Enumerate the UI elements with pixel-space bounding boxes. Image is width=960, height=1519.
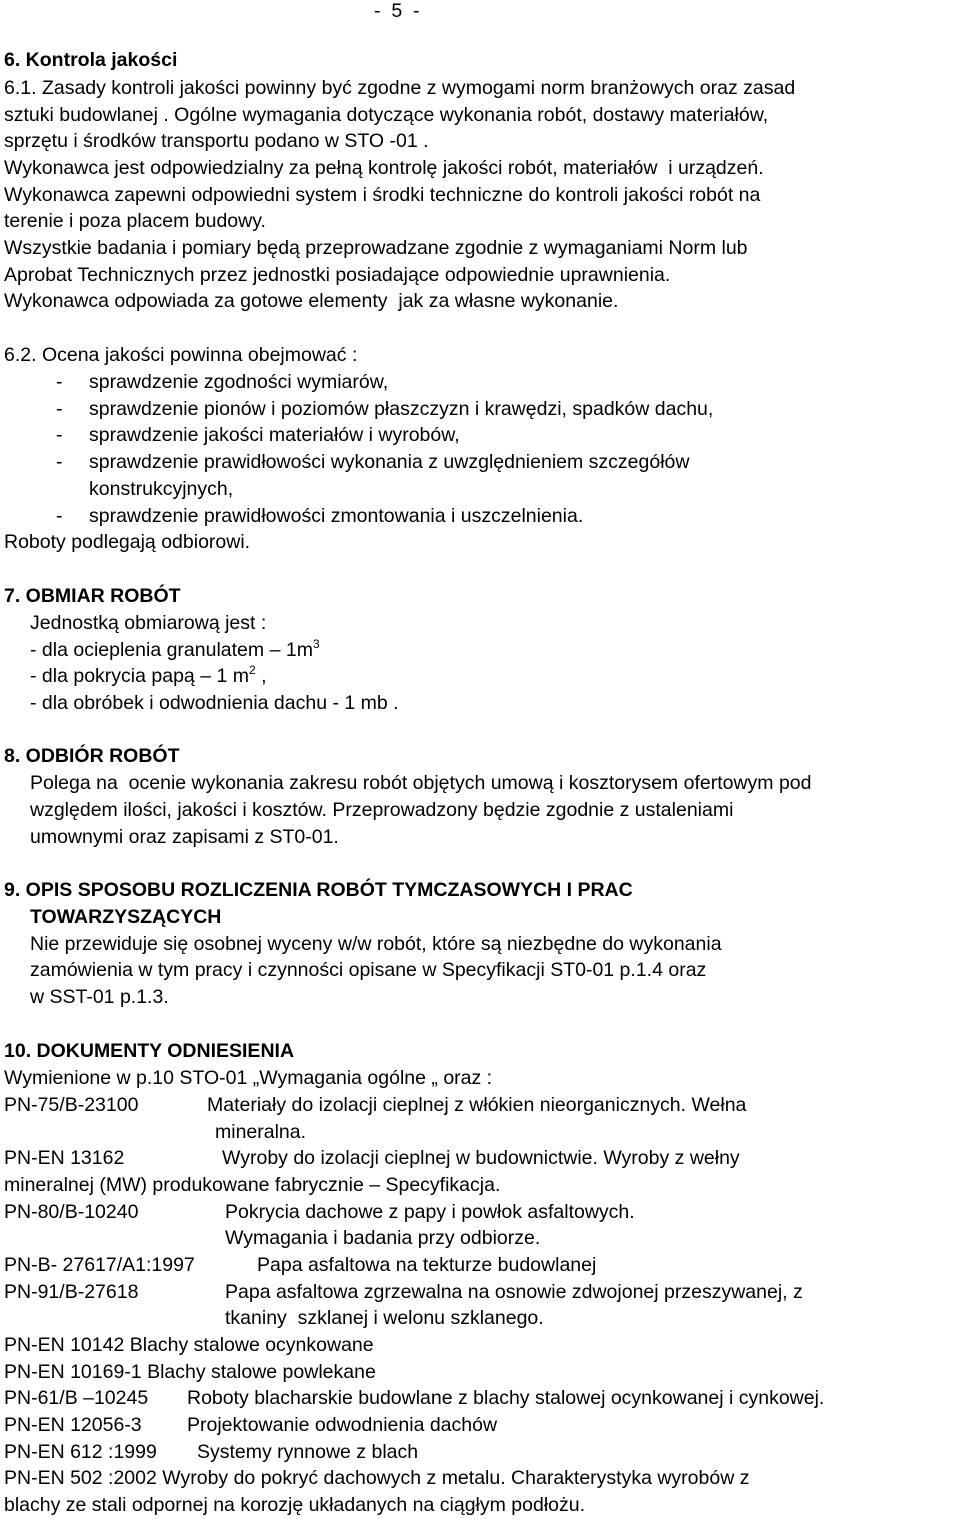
norm-entry: blachy ze stali odpornej na korozję układanych na ciągłym podłożu. — [4, 1494, 586, 1516]
list-dash: - — [56, 505, 63, 527]
norm-description: Papa asfaltowa zgrzewalna na osnowie zdwojonej przeszywanej, z — [225, 1281, 803, 1303]
norm-code: PN-61/B –10245 — [4, 1387, 149, 1409]
norm-code: PN-B- 27617/A1:1997 — [4, 1254, 195, 1276]
section-10-heading: 10. DOKUMENTY ODNIESIENIA — [4, 1040, 295, 1062]
list-dash: - — [56, 451, 63, 473]
norm-entry: PN-EN 502 :2002 Wyroby do pokryć dachowych z metalu. Charakterystyka wyrobów z — [4, 1467, 750, 1489]
long-dash: – — [200, 665, 212, 687]
norm-code: PN-EN 612 :1999 — [4, 1441, 157, 1463]
norm-description: Wymagania i badania przy odbiorze. — [225, 1227, 541, 1249]
list-item: konstrukcyjnych, — [89, 478, 234, 500]
paragraph-line: Wszystkie badania i pomiary będą przeprowadzane zgodnie z wymaganiami Norm lub — [4, 237, 748, 259]
paragraph-line: w SST-01 p.1.3. — [30, 986, 169, 1008]
measure-item: - dla ocieplenia granulatem – $1m^3$ — [30, 637, 320, 661]
paragraph-line: Nie przewiduje się osobnej wyceny w/w robót, które są niezbędne do wykonania — [30, 933, 722, 955]
paragraph-line: Wykonawca zapewni odpowiedni system i środki techniczne do kontroli jakości robót na — [4, 184, 761, 206]
norm-description: tkaniny szklanej i welonu szklanego. — [225, 1307, 544, 1329]
list-item: sprawdzenie jakości materiałów i wyrobów, — [89, 424, 460, 446]
paragraph-line: Wykonawca jest odpowiedzialny za pełną kontrolę jakości robót, materiałów i urządzeń. — [4, 157, 764, 179]
paragraph-line: sprzętu i środków transportu podano w STO -01 . — [4, 130, 429, 152]
paragraph-line: terenie i poza placem budowy. — [4, 210, 266, 232]
measure-item: - dla pokrycia papą – 1 $m^2$ , — [30, 663, 267, 687]
page-number: - 5 - — [374, 0, 420, 22]
paragraph-line: sztuki budowlanej . Ogólne wymagania dotyczące wykonania robót, dostawy materiałów, — [4, 104, 769, 126]
norm-code: PN-75/B-23100 — [4, 1094, 139, 1116]
norm-entry: PN-EN 10169-1 Blachy stalowe powlekane — [4, 1361, 376, 1383]
list-item: sprawdzenie pionów i poziomów płaszczyzn i krawędzi, spadków dachu, — [89, 398, 714, 420]
section-9-heading: TOWARZYSZĄCYCH — [30, 906, 222, 928]
norm-description: Materiały do izolacji cieplnej z włókien nieorganicznych. Wełna — [207, 1094, 747, 1116]
norm-description: Roboty blacharskie budowlane z blachy stalowej ocynkowanej i cynkowej. — [187, 1387, 825, 1409]
norm-description: Wyroby do izolacji cieplnej w budownictwie. Wyroby z wełny — [222, 1147, 740, 1169]
section-7-intro: Jednostką obmiarową jest : — [30, 612, 267, 634]
list-dash: - — [56, 398, 63, 420]
list-item: sprawdzenie prawidłowości zmontowania i uszczelnienia. — [89, 505, 584, 527]
norm-code: PN-EN 13162 — [4, 1147, 125, 1169]
norm-entry: PN-EN 10142 Blachy stalowe ocynkowane — [4, 1334, 374, 1356]
norm-code: PN-80/B-10240 — [4, 1201, 139, 1223]
norm-description: Papa asfaltowa na tekturze budowlanej — [257, 1254, 597, 1276]
paragraph-line: zamówienia w tym pracy i czynności opisane w Specyfikacji ST0-01 p.1.4 oraz — [30, 959, 707, 981]
norm-description: mineralnej (MW) produkowane fabrycznie – Specyfikacja. — [4, 1174, 501, 1196]
section-9-heading: 9. OPIS SPOSOBU ROZLICZENIA ROBÓT TYMCZASOWYCH I PRAC — [4, 879, 633, 901]
paragraph-line: Polega na ocenie wykonania zakresu robót objętych umową i kosztorysem ofertowym pod — [30, 772, 812, 794]
section-6-2-intro: 6.2. Ocena jakości powinna obejmować : — [4, 344, 358, 366]
norm-description: Systemy rynnowe z blach — [197, 1441, 419, 1463]
norm-description: Pokrycia dachowe z papy i powłok asfaltowych. — [225, 1201, 635, 1223]
section-10-intro: Wymienione w p.10 STO-01 „Wymagania ogólne „ oraz : — [4, 1067, 493, 1089]
paragraph-line: Aprobat Technicznych przez jednostki posiadające odpowiednie uprawnienia. — [4, 264, 671, 286]
norm-code: PN-91/B-27618 — [4, 1281, 139, 1303]
list-dash: - — [56, 371, 63, 393]
long-dash: – — [269, 639, 281, 661]
section-6-outro: Roboty podlegają odbiorowi. — [4, 531, 251, 553]
norm-description: mineralna. — [215, 1121, 307, 1143]
norm-description: Projektowanie odwodnienia dachów — [187, 1414, 498, 1436]
measure-item: - dla obróbek i odwodnienia dachu - 1 mb . — [30, 692, 399, 714]
paragraph-line: względem ilości, jakości i kosztów. Przeprowadzony będzie zgodnie z ustaleniami — [30, 799, 734, 821]
section-8-heading: 8. ODBIÓR ROBÓT — [4, 745, 180, 767]
section-6-heading: 6. Kontrola jakości — [4, 49, 178, 71]
list-item: sprawdzenie prawidłowości wykonania z uwzględnieniem szczegółów — [89, 451, 690, 473]
paragraph-line: umownymi oraz zapisami z ST0-01. — [30, 826, 339, 848]
list-item: sprawdzenie zgodności wymiarów, — [89, 371, 389, 393]
norm-code: PN-EN 12056-3 — [4, 1414, 142, 1436]
paragraph-line: Wykonawca odpowiada za gotowe elementy jak za własne wykonanie. — [4, 290, 619, 312]
list-dash: - — [56, 424, 63, 446]
paragraph-line: 6.1. Zasady kontroli jakości powinny być zgodne z wymogami norm branżowych oraz zasad — [4, 77, 796, 99]
section-7-heading: 7. OBMIAR ROBÓT — [4, 585, 181, 607]
